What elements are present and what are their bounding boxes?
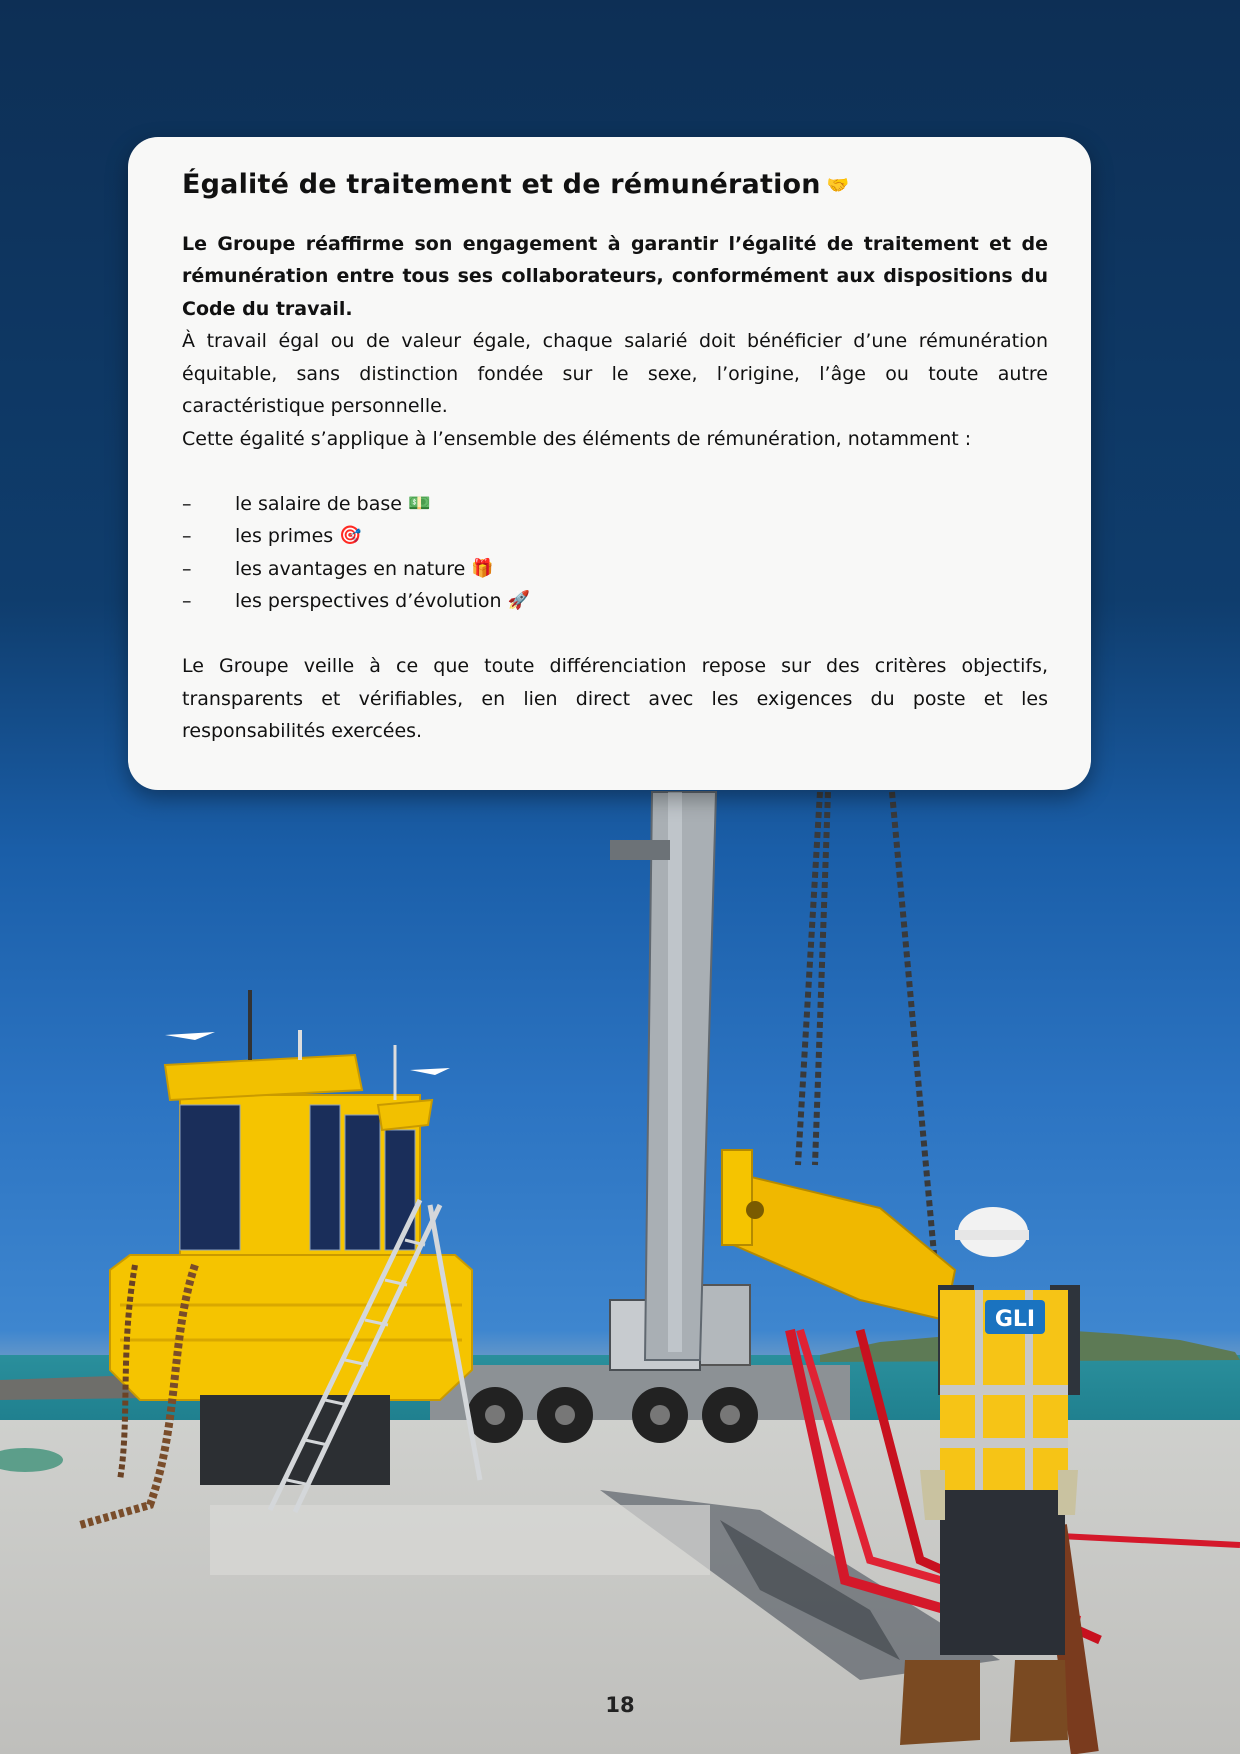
- yellow-buoy: [110, 990, 472, 1485]
- rocket-icon: 🚀: [507, 590, 530, 611]
- paragraph-scope: Cette égalité s’applique à l’ensemble des éléments de rémunération, notamment :: [182, 427, 972, 450]
- vest-logo: GLI: [994, 1307, 1036, 1332]
- page-number: 18: [605, 1693, 635, 1717]
- handshake-icon: 🤝: [826, 174, 850, 196]
- remuneration-elements-list: [182, 488, 1048, 618]
- list-item: [182, 520, 1048, 553]
- list-item-label: le salaire de base: [235, 492, 402, 515]
- chain-mid: [815, 792, 828, 1165]
- chain-left: [798, 792, 820, 1165]
- list-item-label: les perspectives d’évolution: [235, 590, 502, 612]
- content-card: [128, 137, 1091, 790]
- list-dash: –: [182, 492, 192, 515]
- list-dash: –: [182, 590, 192, 612]
- list-dash: –: [182, 525, 192, 547]
- section-title-text: Égalité de traitement et de rémunération: [182, 169, 821, 200]
- red-strap-ground: [1040, 1535, 1240, 1545]
- paragraph-equal-pay: À travail égal ou de valeur égale, chaque salarié doit bénéficier d’une rémunération équitable, sans distinction fondée sur le sexe, l’origine, l’âge ou toute autre caractéristique personnelle.: [182, 330, 1048, 417]
- lifting-beam: [722, 1170, 955, 1320]
- list-item: [182, 553, 1048, 586]
- lead-paragraph: Le Groupe réaffirme son engagement à garantir l’égalité de traitement et de rémunération entre tous ses collaborateurs, conformément aux dispositions du Code du travail.: [182, 232, 1048, 320]
- target-icon: 🎯: [339, 525, 362, 546]
- section-title: [182, 167, 1048, 204]
- closing-paragraph: Le Groupe veille à ce que toute différenciation repose sur des critères objectifs, transparents et vérifiables, en lien direct avec les exigences du poste et les responsabilités exercées.: [182, 655, 1048, 742]
- chain-right: [892, 792, 935, 1265]
- gift-icon: 🎁: [471, 557, 494, 579]
- list-item: [182, 488, 1048, 521]
- banknote-icon: 💵: [407, 492, 431, 514]
- list-item: [182, 585, 1048, 618]
- green-rope-coil: [0, 1448, 63, 1472]
- concrete-slab: [210, 1505, 710, 1575]
- list-item-label: les avantages en nature: [235, 557, 466, 580]
- section-body: [182, 228, 1048, 748]
- list-dash: –: [182, 557, 192, 580]
- list-item-label: les primes: [235, 525, 334, 547]
